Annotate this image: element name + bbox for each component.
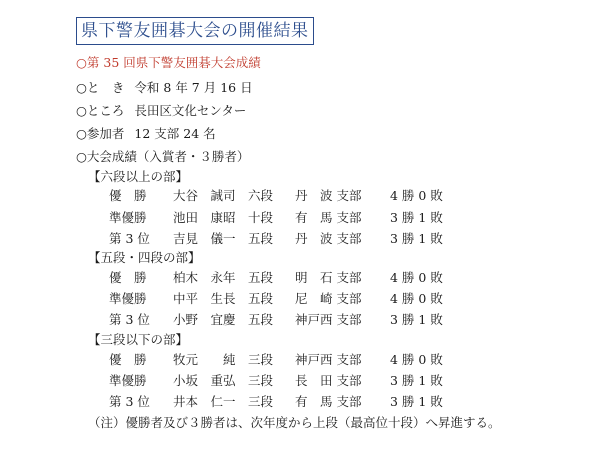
- name-cell: 吉見 儀一: [173, 231, 236, 246]
- rank-cell: 準優勝: [109, 291, 147, 306]
- result-cell: 3 勝 1 敗: [390, 373, 443, 388]
- page-title: 県下警友囲碁大会の開催結果: [76, 17, 314, 45]
- name-cell: 井本 仁一: [173, 394, 236, 409]
- branch-cell: 神戸西 支部: [295, 352, 362, 367]
- rank-cell: 第 3 位: [109, 312, 150, 327]
- name-cell: 柏木 永年: [173, 270, 236, 285]
- result-cell: 4 勝 0 敗: [390, 188, 443, 203]
- branch-cell: 有 馬 支部: [295, 394, 362, 409]
- rank-cell: 優 勝: [109, 270, 147, 285]
- name-cell: 大谷 誠司: [173, 188, 236, 203]
- rank-cell: 準優勝: [109, 373, 147, 388]
- name-cell: 小野 宜慶: [173, 312, 236, 327]
- rank-cell: 第 3 位: [109, 231, 150, 246]
- table-row: [0, 188, 600, 204]
- grade-cell: 五段: [248, 291, 274, 306]
- section-heading: 【三段以下の部】: [88, 332, 189, 347]
- result-cell: 3 勝 1 敗: [390, 312, 443, 327]
- branch-cell: 丹 波 支部: [295, 231, 362, 246]
- table-row: [0, 270, 600, 286]
- participants-label: ○参加者: [76, 126, 125, 141]
- table-row: [0, 210, 600, 226]
- subtitle: ○第 35 回県下警友囲碁大会成績: [76, 55, 261, 70]
- branch-cell: 明 石 支部: [295, 270, 362, 285]
- result-cell: 4 勝 0 敗: [390, 352, 443, 367]
- grade-cell: 十段: [248, 210, 274, 225]
- result-cell: 3 勝 1 敗: [390, 210, 443, 225]
- participants-value: 12 支部 24 名: [134, 126, 216, 141]
- grade-cell: 六段: [248, 188, 274, 203]
- rank-cell: 第 3 位: [109, 394, 150, 409]
- branch-cell: 神戸西 支部: [295, 312, 362, 327]
- table-row: [0, 373, 600, 389]
- place-label: ○ところ: [76, 103, 125, 118]
- branch-cell: 尼 崎 支部: [295, 291, 362, 306]
- grade-cell: 三段: [248, 394, 274, 409]
- place-line: [76, 103, 246, 119]
- name-cell: 池田 康昭: [173, 210, 236, 225]
- name-cell: 中平 生長: [173, 291, 236, 306]
- date-label: ○と き: [76, 80, 125, 95]
- result-cell: 3 勝 1 敗: [390, 394, 443, 409]
- grade-cell: 五段: [248, 270, 274, 285]
- rank-cell: 準優勝: [109, 210, 147, 225]
- table-row: [0, 312, 600, 328]
- result-cell: 3 勝 1 敗: [390, 231, 443, 246]
- section-heading: 【六段以上の部】: [88, 169, 189, 184]
- rank-cell: 優 勝: [109, 352, 147, 367]
- grade-cell: 五段: [248, 312, 274, 327]
- footnote: （注）優勝者及び３勝者は、次年度から上段（最高位十段）へ昇進する。: [88, 415, 501, 430]
- date-line: [76, 80, 253, 96]
- place-value: 長田区文化センター: [134, 103, 247, 118]
- table-row: [0, 394, 600, 410]
- table-row: [0, 352, 600, 368]
- branch-cell: 丹 波 支部: [295, 188, 362, 203]
- table-row: [0, 291, 600, 307]
- grade-cell: 五段: [248, 231, 274, 246]
- rank-cell: 優 勝: [109, 188, 147, 203]
- grade-cell: 三段: [248, 373, 274, 388]
- section-heading: 【五段・四段の部】: [88, 250, 201, 265]
- date-value: 令和 8 年 7 月 16 日: [134, 80, 253, 95]
- grade-cell: 三段: [248, 352, 274, 367]
- results-heading: ○大会成績（入賞者・３勝者）: [76, 149, 250, 164]
- result-cell: 4 勝 0 敗: [390, 270, 443, 285]
- name-cell: 小坂 重弘: [173, 373, 236, 388]
- table-row: [0, 231, 600, 247]
- participants-line: [76, 126, 216, 142]
- result-cell: 4 勝 0 敗: [390, 291, 443, 306]
- name-cell: 牧元 純: [173, 352, 236, 367]
- branch-cell: 有 馬 支部: [295, 210, 362, 225]
- branch-cell: 長 田 支部: [295, 373, 362, 388]
